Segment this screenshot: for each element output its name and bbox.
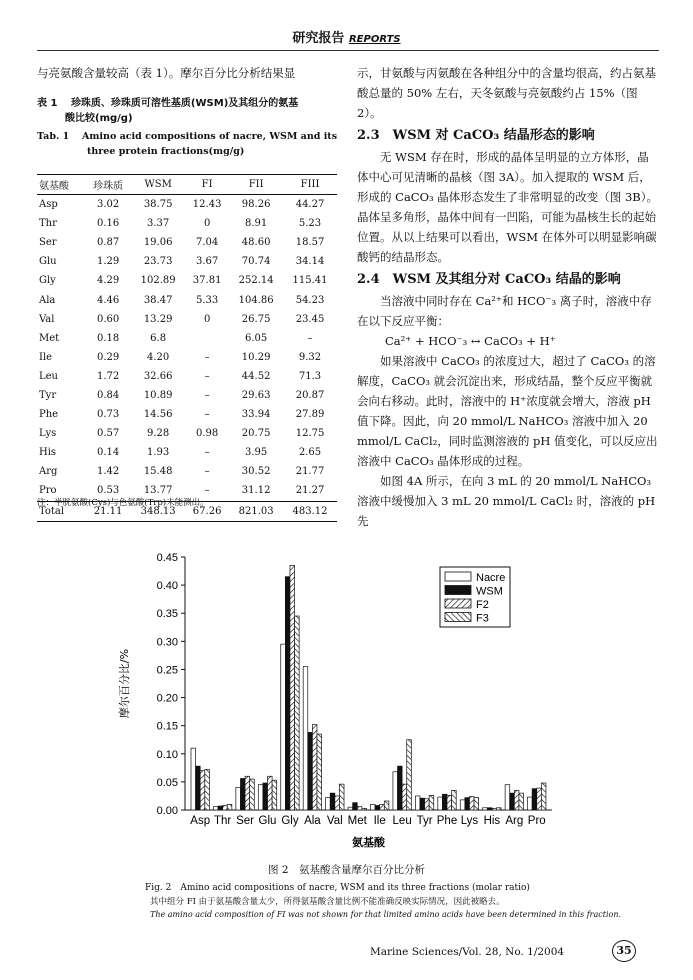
table-row [37, 348, 337, 367]
table-cell: Thr [39, 218, 57, 230]
y-tick-label: 0.05 [156, 776, 178, 789]
table-cell: Arg [39, 466, 58, 478]
table-row [37, 405, 337, 424]
legend-swatch [445, 586, 471, 595]
table-cell: 44.27 [295, 199, 325, 211]
table-cell: 0.98 [195, 428, 219, 440]
x-tick-label: Pro [527, 815, 546, 827]
table-cell: 3.02 [96, 199, 120, 211]
bar-f3-pro [541, 783, 546, 810]
table-cell: 19.06 [143, 237, 173, 249]
bar-f3-glu [272, 780, 277, 810]
y-tick-label: 0.30 [156, 636, 178, 649]
table-cell: 54.23 [295, 294, 325, 306]
table-cell: 0.16 [96, 218, 120, 230]
table-cell: Val [39, 313, 55, 325]
x-tick-label: Tyr [416, 815, 433, 827]
paragraph-5: 如图 4A 所示，在向 3 mL 的 20 mmol/L NaHCO₃ 溶液中缓慢加入 3 mL 20 mmol/L CaCl₂ 时，溶液的 pH 先 [357, 474, 656, 528]
table-header-cell: FIII [283, 175, 337, 195]
bar-wsm-gly [285, 577, 290, 810]
bar-f3-met [362, 808, 367, 810]
table-cell: 115.41 [292, 275, 328, 287]
bar-f2-lys [469, 797, 474, 810]
table-caption [37, 96, 347, 159]
x-tick-label: Thr [214, 815, 232, 827]
table-cell: 0.57 [96, 428, 120, 440]
table-cell: 0 [203, 313, 211, 325]
table-caption-cn [37, 96, 347, 126]
bar-f2-asp [200, 771, 205, 810]
bar-f3-gly [295, 616, 300, 810]
table-cell: – [204, 351, 210, 363]
x-axis-label: 氨基酸 [352, 836, 385, 849]
bar-nacre-val [326, 798, 331, 810]
table-cell: 3.37 [147, 218, 170, 230]
table-cell: 18.57 [295, 237, 325, 249]
table-cell: 4.46 [96, 294, 120, 306]
table-row [37, 195, 337, 215]
bar-nacre-tyr [415, 796, 420, 810]
table-cell: – [204, 370, 210, 382]
paragraph-4: 如果溶液中 CaCO₃ 的浓度过大，超过了 CaCO₃ 的溶解度，CaCO₃ 就会沉淀出来，形成结晶，整个反应平衡就会向右移动。此时，溶液中的 H⁺浓度就会增大，溶液 pH 值下降。因此，向 20 mmol/L NaHCO₃ 溶液中加入 20 mmol/L CaCl₂，同时监测溶液的 pH 值变化，可以反应出溶液中 CaCO₃ 晶体形成的过程。 [357, 354, 658, 468]
y-tick-label: 0.00 [156, 805, 178, 817]
table-cell: Glu [39, 256, 57, 268]
table-header-cell: 氨基酸 [37, 175, 85, 195]
table-cell: 348.13 [131, 501, 185, 521]
table-row [37, 462, 337, 481]
legend-swatch [445, 613, 471, 622]
table-row [37, 290, 337, 309]
bar-nacre-phe [438, 797, 443, 810]
bar-wsm-pro [532, 789, 537, 810]
table-cell: 104.86 [238, 294, 274, 306]
y-tick-label: 0.45 [156, 552, 178, 564]
bar-wsm-phe [442, 794, 447, 810]
x-tick-label: Glu [258, 815, 277, 827]
table-row [37, 424, 337, 443]
header-reports: REPORTS [348, 34, 401, 45]
table-row [37, 271, 337, 290]
table-cell: 10.29 [241, 351, 271, 363]
table-cell: Asp [39, 199, 58, 211]
table-cell: Lys [39, 428, 57, 440]
table-cell: Gly [39, 275, 56, 287]
table-cell: 98.26 [241, 199, 271, 211]
table-cell: 1.29 [96, 256, 120, 268]
y-axis-label: 摩尔百分比/% [118, 648, 131, 719]
table-cell: 70.74 [241, 256, 271, 268]
bar-nacre-leu [393, 772, 398, 810]
bar-f3-phe [452, 790, 457, 810]
table-header-cell: FII [229, 175, 283, 195]
page-number: 35 [612, 940, 636, 962]
bar-f2-ile [380, 804, 385, 810]
bar-nacre-gly [281, 644, 286, 810]
table-cell: Ala [39, 294, 56, 306]
bar-wsm-tyr [420, 798, 425, 810]
table-cell: 13.77 [143, 485, 173, 497]
y-tick-label: 0.25 [156, 664, 178, 677]
table-cell: 0 [203, 218, 211, 230]
x-tick-label: His [483, 815, 501, 827]
x-tick-label: Ser [236, 815, 255, 827]
table-cell: 0.29 [96, 351, 120, 363]
x-tick-label: Met [347, 815, 367, 827]
table-cell: 27.89 [295, 409, 325, 421]
table-cell: – [204, 389, 210, 401]
bar-wsm-leu [398, 766, 403, 810]
section-2-3-heading: 2.3 WSM 对 CaCO₃ 结晶形态的影响 [357, 128, 595, 143]
bar-wsm-glu [263, 783, 268, 810]
bar-f3-leu [407, 740, 412, 810]
table-cell: 23.73 [143, 256, 173, 268]
table-cell: 8.91 [244, 218, 268, 230]
bar-f3-asp [205, 770, 210, 810]
x-tick-label: Phe [436, 815, 458, 827]
table-cell: 5.23 [298, 218, 322, 230]
table-cell: 20.75 [241, 428, 271, 440]
table-cell: 1.93 [147, 447, 170, 459]
header-title: 研究报告 [292, 31, 345, 46]
x-tick-label: Lys [460, 815, 479, 827]
bar-wsm-thr [218, 806, 223, 810]
table-caption-en [37, 129, 347, 159]
table-cell: 102.89 [140, 275, 176, 287]
table-cell: 1.72 [96, 370, 120, 382]
header-rule [37, 50, 659, 51]
bar-nacre-thr [213, 807, 218, 810]
table-cell: 38.75 [143, 199, 173, 211]
x-tick-label: Ile [373, 815, 386, 827]
table-cell: 13.29 [143, 313, 173, 325]
y-tick-label: 0.20 [156, 692, 178, 705]
right-column [357, 63, 659, 531]
table-cell: Phe [39, 409, 59, 421]
table-cell: 67.26 [185, 501, 229, 521]
page-header [0, 27, 693, 46]
bar-f3-ser [250, 779, 255, 810]
table-cell: 5.33 [195, 294, 219, 306]
section-2-4-heading: 2.4 WSM 及其组分对 CaCO₃ 结晶的影响 [357, 272, 621, 287]
bar-nacre-asp [191, 748, 196, 810]
table-header-cell: 珍珠质 [85, 175, 131, 195]
legend-label: F3 [476, 612, 489, 625]
bar-f3-val [339, 784, 344, 810]
bar-f2-tyr [425, 799, 430, 810]
paragraph-1: 示，甘氨酸与丙氨酸在各种组分中的含量均很高，约占氨基酸总量的 50% 左右，天冬氨酸与亮氨酸约占 15%（图 2）。 [357, 66, 656, 120]
table-cell: 71.3 [298, 370, 322, 382]
reaction-equation: Ca²⁺ + HCO⁻₃ ↔ CaCO₃ + H⁺ [385, 334, 556, 348]
table-cell: 252.14 [238, 275, 274, 287]
bar-f2-gly [290, 565, 295, 810]
bar-f3-arg [519, 793, 524, 810]
bar-wsm-arg [510, 793, 515, 810]
table-cell: 9.28 [147, 428, 170, 440]
table-cell: – [204, 485, 210, 497]
table-cell: 7.04 [195, 237, 219, 249]
bar-f3-ala [317, 734, 322, 810]
table-cell: 37.81 [192, 275, 222, 287]
x-tick-label: Ala [304, 815, 321, 827]
y-tick-label: 0.15 [156, 720, 178, 733]
table-cell: 31.12 [241, 485, 271, 497]
table-caption-cn-line2: 酸比较(mg/g) [65, 113, 133, 124]
table-cell: 12.75 [295, 428, 325, 440]
table-cell: Met [39, 332, 60, 344]
table-caption-en-line1: Amino acid compositions of nacre, WSM and its [82, 131, 338, 142]
bar-nacre-met [348, 807, 353, 810]
table-cell: 6.05 [244, 332, 268, 344]
table-cell: 26.75 [241, 313, 271, 325]
x-tick-label: Gly [281, 815, 299, 827]
table-cell: 0.18 [96, 332, 120, 344]
x-tick-label: Val [326, 815, 343, 827]
table-row [37, 386, 337, 405]
table-cell: 48.60 [241, 237, 271, 249]
table-row [37, 443, 337, 462]
bar-f3-his [496, 808, 501, 810]
table-cell: 12.43 [192, 199, 222, 211]
table-cell: 0.14 [96, 447, 120, 459]
table-caption-en-line2: three protein fractions(mg/g) [87, 146, 245, 157]
table-cell: 29.63 [241, 389, 271, 401]
bar-nacre-his [483, 808, 488, 810]
bar-wsm-ser [240, 779, 245, 810]
amino-acid-table [37, 174, 337, 522]
table-cell: 44.52 [241, 370, 271, 382]
table-cell: 33.94 [241, 409, 271, 421]
table-cell: 20.87 [295, 389, 325, 401]
bar-wsm-met [353, 803, 358, 810]
y-tick-label: 0.35 [156, 608, 178, 621]
x-tick-label: Leu [392, 815, 412, 827]
table-cell: 2.65 [298, 447, 322, 459]
table-cell: 32.66 [143, 370, 173, 382]
table-header-cell: FI [185, 175, 229, 195]
table-cell: – [204, 409, 210, 421]
bar-wsm-ile [375, 806, 380, 810]
bar-f2-phe [447, 795, 452, 810]
table-cell: 15.48 [143, 466, 173, 478]
bar-f2-his [492, 808, 497, 810]
table-cell: 38.47 [143, 294, 173, 306]
bar-f2-val [335, 796, 340, 810]
table-cell: 10.89 [143, 389, 173, 401]
bar-f2-thr [223, 806, 228, 810]
legend-swatch [445, 599, 471, 608]
table-cell: Ile [39, 351, 53, 363]
table-cell: 4.20 [147, 351, 170, 363]
table-cell: Ser [39, 237, 57, 249]
figure-caption-en: Fig. 2 Amino acid compositions of nacre, WSM and its three fractions (molar ratio) [145, 883, 530, 893]
paragraph-3: 当溶液中同时存在 Ca²⁺和 HCO⁻₃ 离子时，溶液中存在以下反应平衡： [357, 294, 652, 328]
table-cell: Leu [39, 370, 58, 382]
figure-caption-cn: 图 2 氨基酸含量摩尔百分比分析 [267, 864, 426, 876]
table-cell: 9.32 [298, 351, 322, 363]
bar-wsm-asp [196, 766, 201, 810]
bar-f2-met [357, 807, 362, 810]
bar-nacre-lys [460, 800, 465, 810]
amino-acid-bar-chart [100, 545, 580, 855]
bar-nacre-glu [258, 785, 263, 810]
legend-swatch [445, 572, 471, 581]
bar-f3-ile [384, 801, 389, 810]
bar-f2-ala [312, 725, 317, 810]
x-tick-label: Arg [505, 815, 524, 827]
y-tick-label: 0.40 [156, 580, 178, 593]
table-header-cell: WSM [131, 175, 185, 195]
bar-f3-lys [474, 798, 479, 810]
legend-label: Nacre [476, 572, 506, 584]
paragraph-2: 无 WSM 存在时，形成的晶体呈明显的立方体形，晶体中心可见清晰的晶核（图 3A）。加入提取的 WSM 后，形成的 CaCO₃ 晶体形态发生了非常明显的改变（图 3B）。晶体呈多角形，晶体中间有一凹陷，可能为晶核生长的起始位置。从以上结果可以看出，WSM 在体外可以明显影响碳酸钙的结晶形态。 [357, 150, 658, 264]
bar-f2-leu [402, 784, 407, 810]
figure-note-cn: 其中组分 FI 由于氨基酸含量太少，所得氨基酸含量比例不能准确反映实际情况，因此被略去。 [150, 897, 505, 907]
bar-f3-thr [227, 804, 232, 810]
bar-nacre-arg [505, 785, 510, 810]
bar-wsm-his [487, 808, 492, 810]
table-row [37, 252, 337, 271]
table-row [37, 329, 337, 348]
table-cell: 3.95 [244, 447, 268, 459]
bar-nacre-pro [528, 797, 533, 810]
table-cell: 34.14 [295, 256, 325, 268]
table-cell: Tyr [39, 389, 57, 401]
table-cell: 21.27 [295, 485, 325, 497]
table-cell: 6.8 [150, 332, 167, 344]
table-cell: 4.29 [96, 275, 120, 287]
table-cell: 1.42 [96, 466, 120, 478]
table-cell: 14.56 [143, 409, 173, 421]
journal-footer: Marine Sciences/Vol. 28, No. 1/2004 [370, 946, 565, 958]
table-cell: Total [37, 501, 85, 521]
table-label-en: Tab. 1 [37, 131, 70, 142]
table-cell: 483.12 [283, 501, 337, 521]
x-tick-label: Asp [190, 815, 211, 827]
bar-nacre-ser [236, 788, 241, 810]
legend-label: WSM [476, 585, 503, 598]
bar-f2-ser [245, 776, 250, 810]
bar-wsm-val [330, 793, 335, 810]
table-row [37, 367, 337, 386]
table-cell: 23.45 [295, 313, 325, 325]
table-label-cn: 表 1 [37, 98, 58, 109]
table-cell: 30.52 [241, 466, 271, 478]
table-cell: 0.87 [96, 237, 120, 249]
table-cell: Pro [39, 485, 57, 497]
table-cell: 21.77 [295, 466, 325, 478]
bar-f2-glu [268, 776, 273, 810]
table-note: 注：半胱氨酸(Cys)与色氨酸(Trp)未能测出。 [37, 498, 209, 508]
table-cell: 0.53 [96, 485, 120, 497]
bar-nacre-ile [371, 804, 376, 810]
table-cell: 21.11 [85, 501, 131, 521]
legend-label: F2 [476, 599, 489, 611]
table-cell: – [204, 466, 210, 478]
table-caption-cn-line1: 珍珠质、珍珠质可溶性基质(WSM)及其组分的氨基 [70, 98, 299, 109]
table-cell: 0.84 [96, 389, 120, 401]
y-tick-label: 0.10 [156, 748, 178, 761]
table-row [37, 214, 337, 233]
bar-nacre-ala [303, 667, 308, 810]
table-cell: 0.73 [96, 409, 120, 421]
bar-f3-tyr [429, 795, 434, 810]
bar-wsm-ala [308, 732, 313, 810]
table-cell: 0.60 [96, 313, 120, 325]
table-cell: 821.03 [229, 501, 283, 521]
table-cell [185, 329, 229, 348]
left-intro: 与亮氨酸含量较高（表 1）。摩尔百分比分析结果显 [37, 66, 296, 80]
table-row [37, 233, 337, 252]
bar-f2-arg [514, 790, 519, 810]
table-cell: – [307, 332, 313, 344]
bar-f2-pro [537, 788, 542, 810]
bar-wsm-lys [465, 798, 470, 810]
table-cell: 3.67 [195, 256, 219, 268]
table-row [37, 310, 337, 329]
figure-note-en: The amino acid composition of FI was not shown for that limited amino acids have been determined in this fraction. [150, 910, 622, 919]
table-cell: His [39, 447, 57, 459]
table-cell: – [204, 447, 210, 459]
